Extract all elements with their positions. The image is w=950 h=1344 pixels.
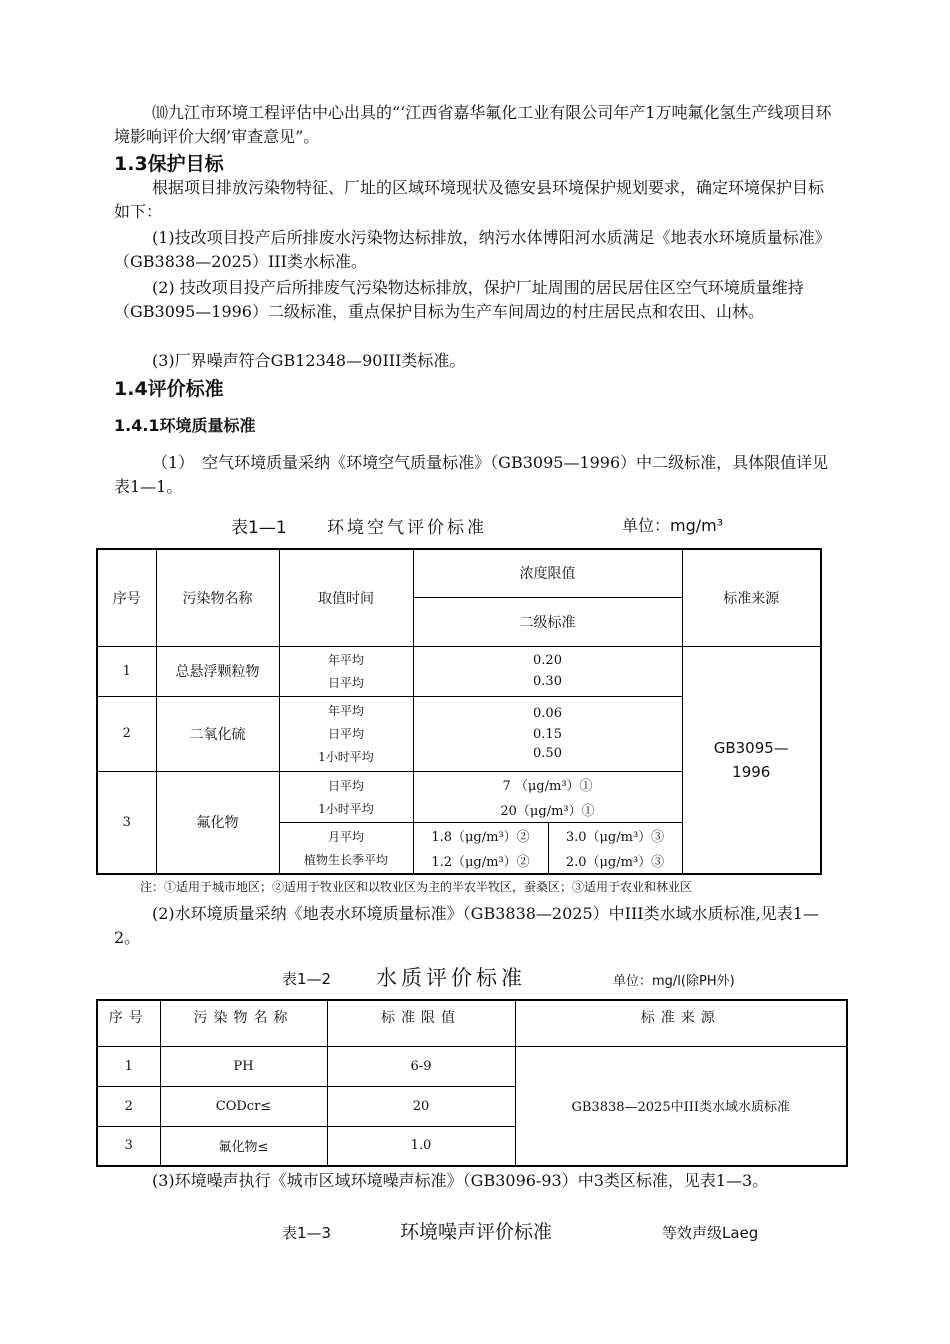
limit-value: 0.50 bbox=[533, 746, 562, 761]
time-value: 年平均 bbox=[327, 704, 364, 718]
source-standard: GB3838—2025中III类水域水质标准 bbox=[515, 1046, 847, 1166]
time-value: 月平均 bbox=[327, 829, 364, 844]
source-standard bbox=[682, 646, 821, 874]
section-1-3-intro: 根据项目排放污染物特征、厂址的区域环境现状及德安县环境保护规划要求，确定环境保护目标如下： bbox=[114, 178, 825, 221]
header-time: 取值时间 bbox=[279, 549, 413, 646]
row-values bbox=[413, 696, 682, 771]
time-value: 1小时平均 bbox=[318, 750, 374, 764]
limit-value: 3.0（μg/m³）③ bbox=[565, 829, 665, 845]
limit-value: 0.15 bbox=[533, 727, 562, 742]
row-limit: 1.0 bbox=[327, 1126, 515, 1166]
paragraph-10: ⑽九江市环境工程评估中心出具的“‘江西省嘉华氟化工业有限公司年产1万吨氟化氢生产线项目环境影响评价大纲’审查意见”。 bbox=[114, 103, 832, 146]
limit-value: 1.8（μg/m³）② bbox=[431, 829, 530, 845]
table3-caption-title: 环境噪声评价标准 bbox=[400, 1221, 553, 1243]
header-source: 标准来源 bbox=[682, 549, 821, 646]
limit-value: 1.2（μg/m³）② bbox=[431, 854, 530, 870]
limit-value: 0.06 bbox=[533, 706, 562, 721]
header-grade-2: 二级标准 bbox=[413, 597, 682, 646]
row-pollutant: 氟化物≤ bbox=[160, 1126, 327, 1166]
row-no: 3 bbox=[97, 1126, 160, 1166]
header-no: 序号 bbox=[97, 549, 156, 646]
water-quality-standard-table bbox=[96, 999, 848, 1167]
water-intro: (2)水环境质量采纳《地表水环境质量标准》（GB3838—2025）中III类水域水质标准,见表1—2。 bbox=[114, 904, 819, 947]
row-limit: 6-9 bbox=[327, 1046, 515, 1086]
table-row bbox=[97, 646, 821, 696]
air-quality-standard-table bbox=[96, 548, 822, 875]
row-no: 2 bbox=[97, 1086, 160, 1126]
noise-intro: (3)环境噪声执行《城市区域环境噪声标准》（GB3096-93）中3类区标准，见表1—3。 bbox=[152, 1171, 769, 1190]
table1-unit: 单位：mg/m³ bbox=[622, 516, 724, 535]
row-times bbox=[279, 771, 413, 874]
time-value: 日平均 bbox=[327, 676, 364, 690]
row-no: 2 bbox=[97, 696, 156, 771]
time-value: 年平均 bbox=[327, 653, 364, 667]
table1-footnote: 注：①适用于城市地区；②适用于牧业区和以牧业区为主的半农半牧区，蚕桑区；③适用于农业和林业区 bbox=[140, 880, 693, 894]
header-no: 序号 bbox=[97, 1000, 160, 1046]
row-no: 1 bbox=[97, 1046, 160, 1086]
table2-caption-number: 表1—2 bbox=[282, 970, 332, 988]
row-values bbox=[413, 771, 682, 874]
time-value: 日平均 bbox=[327, 727, 364, 741]
header-source: 标准来源 bbox=[515, 1000, 847, 1046]
header-pollutant: 污染物名称 bbox=[156, 549, 279, 646]
row-times bbox=[279, 646, 413, 696]
target-item-2: (2) 技改项目投产后所排废气污染物达标排放，保护厂址周围的居民居住区空气环境质量维持（GB3095—1996）二级标准，重点保护目标为生产车间周边的村庄居民点和农田、山林。 bbox=[114, 278, 804, 321]
time-value: 植物生长季平均 bbox=[303, 852, 388, 867]
table2-unit: 单位：mg/l(除PH外) bbox=[613, 974, 735, 989]
time-value: 日平均 bbox=[327, 778, 364, 793]
limit-value: 7 （μg/m³）① bbox=[502, 778, 593, 794]
row-limit: 20 bbox=[327, 1086, 515, 1126]
row-no: 1 bbox=[97, 646, 156, 696]
source-value: GB3095—1996 bbox=[713, 738, 789, 781]
row-pollutant: CODcr≤ bbox=[160, 1086, 327, 1126]
table3-caption-number: 表1—3 bbox=[282, 1224, 332, 1242]
row-no: 3 bbox=[97, 771, 156, 874]
row-pollutant: PH bbox=[160, 1046, 327, 1086]
header-limit: 浓度限值 bbox=[413, 549, 682, 597]
limit-value: 0.20 bbox=[533, 653, 562, 668]
section-title-1-3: 1.3保护目标 bbox=[114, 153, 224, 175]
section-title-1-4-1: 1.4.1环境质量标准 bbox=[114, 416, 256, 435]
target-item-1: (1)技改项目投产后所排废水污染物达标排放，纳污水体博阳河水质满足《地表水环境质量标准》（GB3838—2025）III类水标准。 bbox=[114, 228, 831, 271]
row-times bbox=[279, 696, 413, 771]
table1-caption-title: 环境空气评价标准 bbox=[327, 518, 487, 538]
row-pollutant: 二氧化硫 bbox=[156, 696, 279, 771]
time-value: 1小时平均 bbox=[318, 801, 374, 816]
table2-caption-title: 水质评价标准 bbox=[376, 966, 526, 990]
limit-value: 0.30 bbox=[533, 674, 562, 689]
row-pollutant: 总悬浮颗粒物 bbox=[156, 646, 279, 696]
limit-value: 2.0（μg/m³）③ bbox=[565, 854, 665, 870]
header-pollutant: 污染物名称 bbox=[160, 1000, 327, 1046]
table3-unit: 等效声级Laeg bbox=[662, 1224, 759, 1242]
table1-caption-number: 表1—1 bbox=[231, 518, 287, 538]
row-values bbox=[413, 646, 682, 696]
row-pollutant: 氟化物 bbox=[156, 771, 279, 874]
limit-value: 20（μg/m³）① bbox=[500, 803, 595, 819]
header-limit: 标准限值 bbox=[327, 1000, 515, 1046]
section-title-1-4: 1.4评价标准 bbox=[114, 378, 224, 400]
air-intro: （1） 空气环境质量采纳《环境空气质量标准》（GB3095—1996）中二级标准，具体限值详见表1—1。 bbox=[114, 453, 829, 496]
target-item-3: (3)厂界噪声符合GB12348—90III类标准。 bbox=[152, 351, 466, 370]
table-row bbox=[97, 1046, 847, 1086]
